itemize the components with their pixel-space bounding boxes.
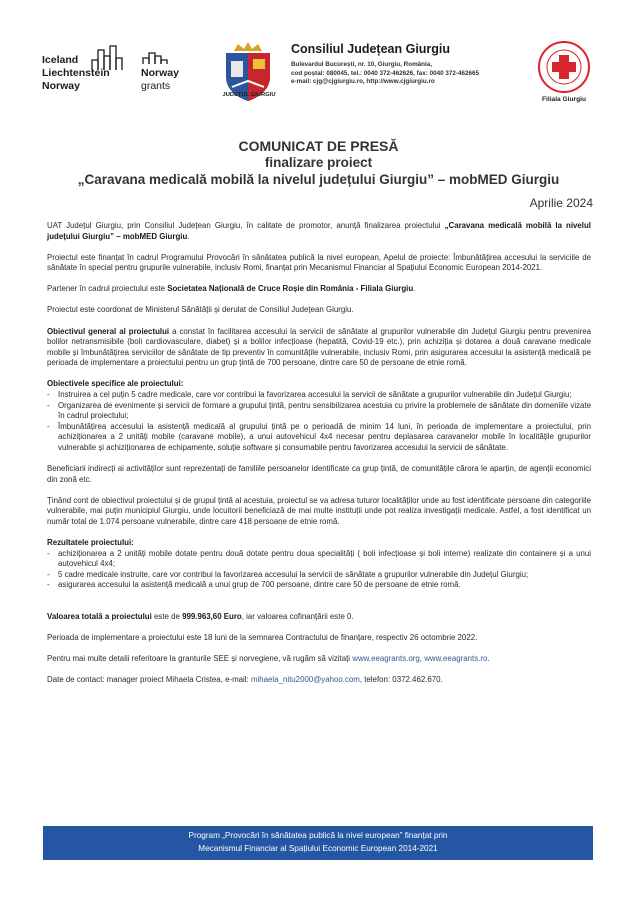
footer-line-1: Program „Provocări în sănătatea publică la nivel european” finanțat prin bbox=[188, 831, 448, 840]
footer-line-2: Mecanismul Financiar al Spațiului Economic European 2014-2021 bbox=[198, 843, 438, 853]
county-crest-icon bbox=[218, 41, 278, 111]
red-cross-logo-icon bbox=[537, 40, 591, 94]
grants-iceland-text: Iceland bbox=[42, 54, 79, 66]
list-item: - 5 cadre medicale instruite, care vor contribui la favorizarea accesului la servicii de sănătate a grupurilor vulnerabile din Județul Giurgiu; bbox=[47, 570, 591, 581]
intro-text: UAT Județul Giurgiu, prin Consiliul Județean Giurgiu, în calitate de promotor, anunță finalizarea proiectului bbox=[47, 221, 445, 230]
grants-norway-text: Norway bbox=[42, 80, 80, 92]
council-address: Bulevardul București, nr. 10, Giurgiu, România, bbox=[291, 61, 433, 68]
publication-date: Aprilie 2024 bbox=[529, 196, 593, 210]
eea-grants-logo bbox=[42, 44, 192, 96]
partner-name: Societatea Națională de Cruce Roșie din România - Filiala Giurgiu bbox=[167, 284, 414, 294]
specific-objectives-heading: Obiectivele specifice ale proiectului: bbox=[47, 379, 184, 389]
paragraph-more-details bbox=[47, 654, 591, 665]
total-value-label: Valoarea totală a proiectului bbox=[47, 612, 152, 622]
total-value-amount: 999.963,60 Euro bbox=[182, 612, 242, 622]
paragraph-total-value bbox=[47, 612, 591, 623]
paragraph-indirect-beneficiaries: Beneficiarii indirecți ai activităților sunt reprezentați de familiile persoanelor identificate ca grup țintă, de comunitățile cărora le aparțin, de agenții economici din zonă etc. bbox=[47, 464, 591, 484]
results-heading: Rezultatele proiectului: bbox=[47, 538, 134, 548]
council-info bbox=[291, 42, 521, 87]
grants-liechtenstein-text: Liechtenstein bbox=[42, 67, 110, 79]
council-email: e-mail: cjg@cjgiurgiu.ro, http://www.cjgiurgiu.ro bbox=[291, 78, 435, 86]
council-phone: cod poștal: 080045, tel.: 0040 372-462626, fax: 0040 372-462665 bbox=[291, 69, 479, 77]
intro-end: . bbox=[187, 231, 190, 241]
eeagrants-ro-link[interactable]: www.eeagrants.ro bbox=[424, 654, 488, 664]
list-item: - asigurarea accesului la asistență medicală a unui grup de 700 persoane, dintre care 50 de persoane de etnie romă. bbox=[47, 580, 591, 591]
norway-grants-bars-icon bbox=[141, 50, 173, 66]
project-title: „Caravana medicală mobilă la nivelul județului Giurgiu” – mobMED Giurgiu bbox=[77, 172, 560, 187]
press-release-heading: COMUNICAT DE PRESĂ bbox=[238, 138, 399, 154]
paragraph-intro bbox=[47, 221, 591, 242]
intro-project-name: „Caravana medicală mobilă la nivelul județului Giurgiu” – mobMED Giurgiu bbox=[47, 221, 591, 241]
red-cross-caption: Filiala Giurgiu bbox=[542, 96, 586, 103]
list-item: - Îmbunătățirea accesului la asistență medicală al grupului țintă pe o perioadă de minim 14 luni, în perioada de implementare a proiectului, prin achiziționarea a 2 unități mobile (caravane mobile), a unui autovehicul 4x4 necesar pentru deplasarea caravanelor mobile în localitățile grupurilor vulnerabile și achiziționarea de echipamente, soluție software și consumabile pentru favorizarea accesului la servicii de sănătate. bbox=[47, 422, 591, 454]
paragraph-general-objective bbox=[47, 327, 591, 369]
more-details-text: Pentru mai multe detalii referitoare la granturile SEE și norvegiene, vă rugăm să vizitați bbox=[47, 654, 353, 664]
council-title: Consiliul Județean Giurgiu bbox=[291, 42, 451, 56]
contact-phone: , telefon: 0372.462.670. bbox=[359, 675, 443, 685]
link-separator: , bbox=[419, 654, 425, 664]
eeagrants-org-link[interactable]: www.eeagrants.org bbox=[352, 654, 420, 664]
paragraph-target-group: Ținând cont de obiectivul proiectului și de grupul țintă al acestuia, proiectul se va adresa tuturor localităților unde au fost identificate persoane din categoriile vulnerabile, mai puțin municipiul Giurgiu, unde locuitorii beneficiază de mai multe instituții unde pot realiza investigații medicale. Astfel, a fost identificat un număr total de 1.074 persoane vulnerabile, dintre care 418 persoane de etnie romă. bbox=[47, 495, 591, 526]
eea-grants-bars-icon bbox=[90, 44, 126, 72]
press-release-body bbox=[47, 221, 591, 696]
more-details-end: . bbox=[487, 654, 490, 664]
norway-grants-norway-text: Norway bbox=[141, 67, 179, 79]
paragraph-implementation-period: Perioada de implementare a proiectului este 18 luni de la semnarea Contractului de finanțare, respectiv 26 octombrie 2022. bbox=[47, 633, 478, 643]
contact-text: Date de contact: manager proiect Mihaela Cristea, e-mail: bbox=[47, 675, 251, 685]
total-value-text: este de bbox=[151, 612, 183, 622]
list-item: - Organizarea de evenimente și servicii de formare a grupului țintă, pentru sensibilizarea acestuia cu privire la problemele de sănătate din domeniile vizate în cadrul proiectului; bbox=[47, 401, 591, 422]
paragraph-funding: Proiectul este finanțat în cadrul Programului Provocări în sănătatea publică la nivel european, Apelul de proiecte: Îmbunătățirea accesului la serviciile de sănătate în special pentru grupurile vulnerabile, inclusiv Romi, finanțat prin Mecanismul Financiar al Spațiului Economic European 2014-2021. bbox=[47, 252, 591, 273]
partner-end: . bbox=[413, 284, 416, 294]
list-item: - Instruirea a cel puțin 5 cadre medicale, care vor contribui la favorizarea accesului la servicii de sănătate a grupurilor vulnerabile din Județul Giurgiu; bbox=[47, 390, 591, 401]
program-footer-banner bbox=[43, 826, 593, 860]
general-objective-text: a constat în facilitarea accesului la servicii de sănătate al grupurilor vulnerabile din Județul Giurgiu pentru prevenirea bolilor netransmisibile (boli cardiovasculare, diabet) și a bolilor infecțioase (hepatită, Covid-19 etc.), prin achiziția și dotarea a două caravane medicale mobile și îmbunătățirea serviciilor de sănătate de tip preventiv în comunitățile vulnerabile, inclusiv Romi, prin asigurarea accesului la asistență medicală pe perioada de implementare a proiectului pentru un grup țintă de 700 persoane, dintre care 50 de persoane de etnie romă. bbox=[47, 326, 591, 368]
specific-objectives-list bbox=[47, 390, 591, 454]
contact-email-link[interactable]: mihaela_nitu2000@yahoo.com bbox=[250, 675, 360, 685]
results-list bbox=[47, 549, 591, 591]
partner-text: Partener în cadrul proiectului este bbox=[47, 284, 168, 294]
paragraph-coordination: Proiectul este coordonat de Ministerul Sănătății și derulat de Consiliul Județean Giurgiu. bbox=[47, 305, 354, 315]
norway-grants-grants-text: grants bbox=[141, 80, 171, 92]
general-objective-label: Obiectivul general al proiectului bbox=[47, 326, 170, 336]
crest-caption: JUDEȚUL GIURGIU bbox=[222, 92, 276, 98]
press-release-subheading: finalizare proiect bbox=[264, 155, 373, 170]
paragraph-contact bbox=[47, 675, 591, 686]
cofinancing-text: , iar valoarea cofinanțării este 0. bbox=[241, 612, 354, 622]
paragraph-partner bbox=[47, 284, 591, 295]
list-item: - achiziționarea a 2 unități mobile dotate pentru două dotate pentru doua specialități ( boli infecțioase și boli interne) realizate din containere și a unui autovehicul 4x4; bbox=[47, 549, 591, 570]
